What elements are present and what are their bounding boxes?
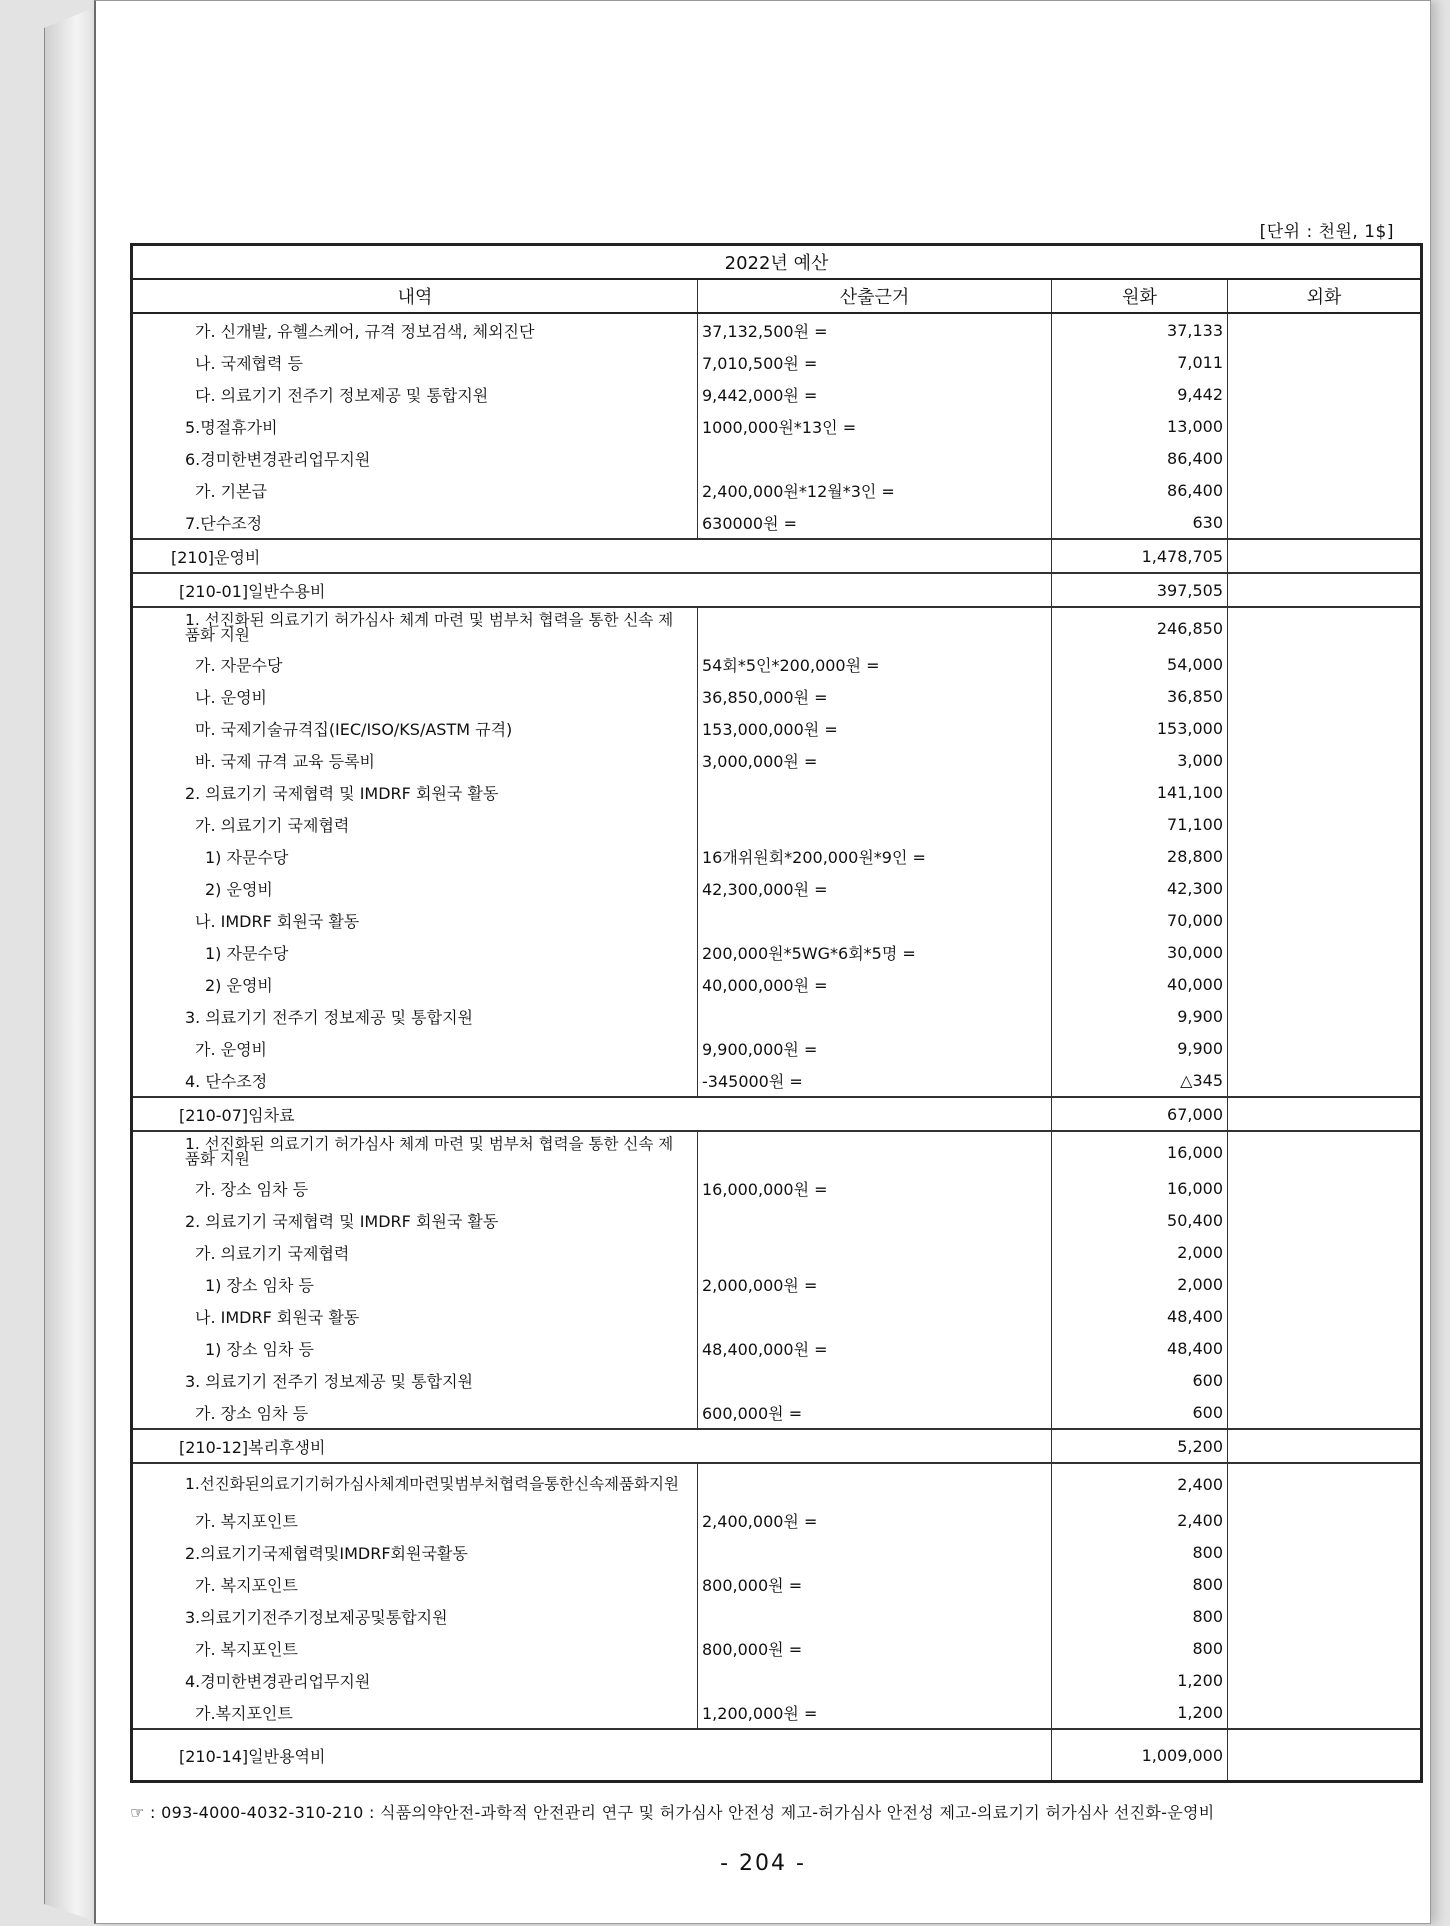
- row-basis: [698, 607, 1052, 648]
- row-fx-amount: [1228, 1364, 1422, 1396]
- table-row: [132, 1396, 1422, 1429]
- row-fx-amount: [1228, 1097, 1422, 1131]
- row-item: 가. 장소 임차 등: [132, 1396, 698, 1429]
- row-basis: 42,300,000원 =: [698, 872, 1052, 904]
- table-row: [132, 1568, 1422, 1600]
- row-basis: [698, 1664, 1052, 1696]
- row-item: 2. 의료기기 국제협력 및 IMDRF 회원국 활동: [132, 776, 698, 808]
- column-header-fx: 외화: [1228, 279, 1422, 313]
- row-item: 1. 선진화된 의료기기 허가심사 체계 마련 및 범부처 협력을 통한 신속 제품화 지원: [132, 607, 698, 648]
- row-item: 1.선진화된의료기기허가심사체계마련및범부처협력을통한신속제품화지원: [132, 1463, 698, 1504]
- table-row: [132, 1696, 1422, 1729]
- row-item: 1) 자문수당: [132, 936, 698, 968]
- unit-label: [단위 : 천원, 1$]: [1259, 222, 1394, 242]
- table-row: [132, 744, 1422, 776]
- row-krw-amount: 28,800: [1052, 840, 1228, 872]
- row-item: [210]운영비: [132, 539, 1052, 573]
- row-basis: 9,900,000원 =: [698, 1032, 1052, 1064]
- row-item: 가. 자문수당: [132, 648, 698, 680]
- header-row-year: [132, 245, 1422, 280]
- row-basis: 200,000원*5WG*6회*5명 =: [698, 936, 1052, 968]
- column-header-krw: 원화: [1052, 279, 1228, 313]
- table-row: [132, 936, 1422, 968]
- row-fx-amount: [1228, 936, 1422, 968]
- row-fx-amount: [1228, 410, 1422, 442]
- row-krw-amount: 86,400: [1052, 442, 1228, 474]
- table-row: [132, 1032, 1422, 1064]
- table-row: [132, 1000, 1422, 1032]
- row-krw-amount: 1,200: [1052, 1696, 1228, 1729]
- row-basis: 16개위원회*200,000원*9인 =: [698, 840, 1052, 872]
- row-krw-amount: 40,000: [1052, 968, 1228, 1000]
- row-basis: [698, 904, 1052, 936]
- table-row: [132, 904, 1422, 936]
- row-fx-amount: [1228, 378, 1422, 410]
- row-fx-amount: [1228, 1000, 1422, 1032]
- table-row: [132, 346, 1422, 378]
- row-basis: [698, 1236, 1052, 1268]
- row-krw-amount: 800: [1052, 1632, 1228, 1664]
- table-row: [132, 1172, 1422, 1204]
- row-basis: 54회*5인*200,000원 =: [698, 648, 1052, 680]
- column-header-basis: 산출근거: [698, 279, 1052, 313]
- table-row: [132, 1064, 1422, 1097]
- row-basis: 48,400,000원 =: [698, 1332, 1052, 1364]
- row-fx-amount: [1228, 1332, 1422, 1364]
- row-fx-amount: [1228, 1729, 1422, 1782]
- table-row: [132, 1429, 1422, 1463]
- year-header: 2022년 예산: [132, 245, 1422, 280]
- row-krw-amount: △345: [1052, 1064, 1228, 1097]
- row-item: 1. 선진화된 의료기기 허가심사 체계 마련 및 범부처 협력을 통한 신속 제품화 지원: [132, 1131, 698, 1172]
- row-item: 가.복지포인트: [132, 1696, 698, 1729]
- row-krw-amount: 37,133: [1052, 313, 1228, 346]
- row-item: 2) 운영비: [132, 872, 698, 904]
- row-krw-amount: 800: [1052, 1600, 1228, 1632]
- row-fx-amount: [1228, 539, 1422, 573]
- row-fx-amount: [1228, 648, 1422, 680]
- row-item: [210-07]임차료: [132, 1097, 1052, 1131]
- row-item: 가. 복지포인트: [132, 1568, 698, 1600]
- row-basis: 37,132,500원 =: [698, 313, 1052, 346]
- row-item: 가. 의료기기 국제협력: [132, 808, 698, 840]
- table-row: [132, 539, 1422, 573]
- row-item: 나. 국제협력 등: [132, 346, 698, 378]
- row-basis: [698, 442, 1052, 474]
- row-basis: 40,000,000원 =: [698, 968, 1052, 1000]
- table-row: [132, 1504, 1422, 1536]
- row-fx-amount: [1228, 1536, 1422, 1568]
- row-item: 나. 운영비: [132, 680, 698, 712]
- table-row: [132, 1463, 1422, 1504]
- table-row: [132, 1632, 1422, 1664]
- row-item: 4.경미한변경관리업무지원: [132, 1664, 698, 1696]
- page-number: - 204 -: [720, 1851, 806, 1876]
- row-basis: [698, 1463, 1052, 1504]
- row-basis: [698, 808, 1052, 840]
- table-row: [132, 1364, 1422, 1396]
- row-item: 2. 의료기기 국제협력 및 IMDRF 회원국 활동: [132, 1204, 698, 1236]
- row-item: 나. IMDRF 회원국 활동: [132, 1300, 698, 1332]
- row-krw-amount: 800: [1052, 1568, 1228, 1600]
- row-krw-amount: 397,505: [1052, 573, 1228, 607]
- row-fx-amount: [1228, 776, 1422, 808]
- table-row: [132, 968, 1422, 1000]
- row-fx-amount: [1228, 1600, 1422, 1632]
- row-krw-amount: 246,850: [1052, 607, 1228, 648]
- row-krw-amount: 1,009,000: [1052, 1729, 1228, 1782]
- row-krw-amount: 153,000: [1052, 712, 1228, 744]
- table-row: [132, 1729, 1422, 1782]
- row-basis: 16,000,000원 =: [698, 1172, 1052, 1204]
- table-row: [132, 808, 1422, 840]
- row-item: 가. 신개발, 유헬스케어, 규격 정보검색, 체외진단: [132, 313, 698, 346]
- row-basis: -345000원 =: [698, 1064, 1052, 1097]
- row-fx-amount: [1228, 607, 1422, 648]
- row-krw-amount: 36,850: [1052, 680, 1228, 712]
- row-krw-amount: 71,100: [1052, 808, 1228, 840]
- row-basis: 2,000,000원 =: [698, 1268, 1052, 1300]
- row-krw-amount: 48,400: [1052, 1332, 1228, 1364]
- row-krw-amount: 9,900: [1052, 1000, 1228, 1032]
- row-fx-amount: [1228, 506, 1422, 539]
- row-item: 4. 단수조정: [132, 1064, 698, 1097]
- row-fx-amount: [1228, 1300, 1422, 1332]
- row-fx-amount: [1228, 680, 1422, 712]
- row-basis: 800,000원 =: [698, 1568, 1052, 1600]
- row-fx-amount: [1228, 1172, 1422, 1204]
- row-item: 나. IMDRF 회원국 활동: [132, 904, 698, 936]
- row-basis: [698, 1364, 1052, 1396]
- row-krw-amount: 9,900: [1052, 1032, 1228, 1064]
- row-krw-amount: 16,000: [1052, 1172, 1228, 1204]
- table-row: [132, 872, 1422, 904]
- budget-table: [130, 243, 1423, 1783]
- row-basis: 600,000원 =: [698, 1396, 1052, 1429]
- table-row: [132, 1536, 1422, 1568]
- table-row: [132, 1664, 1422, 1696]
- row-krw-amount: 50,400: [1052, 1204, 1228, 1236]
- row-krw-amount: 70,000: [1052, 904, 1228, 936]
- row-fx-amount: [1228, 744, 1422, 776]
- row-fx-amount: [1228, 1664, 1422, 1696]
- row-item: 1) 자문수당: [132, 840, 698, 872]
- table-row: [132, 313, 1422, 346]
- table-row: [132, 712, 1422, 744]
- row-fx-amount: [1228, 474, 1422, 506]
- row-krw-amount: 1,478,705: [1052, 539, 1228, 573]
- row-fx-amount: [1228, 1064, 1422, 1097]
- row-krw-amount: 42,300: [1052, 872, 1228, 904]
- row-fx-amount: [1228, 1131, 1422, 1172]
- row-fx-amount: [1228, 1429, 1422, 1463]
- row-item: [210-12]복리후생비: [132, 1429, 1052, 1463]
- row-fx-amount: [1228, 1236, 1422, 1268]
- row-item: 가. 복지포인트: [132, 1632, 698, 1664]
- row-basis: 3,000,000원 =: [698, 744, 1052, 776]
- row-krw-amount: 86,400: [1052, 474, 1228, 506]
- row-fx-amount: [1228, 313, 1422, 346]
- row-fx-amount: [1228, 1396, 1422, 1429]
- row-fx-amount: [1228, 904, 1422, 936]
- row-fx-amount: [1228, 1632, 1422, 1664]
- table-row: [132, 1097, 1422, 1131]
- row-basis: [698, 1300, 1052, 1332]
- row-krw-amount: 141,100: [1052, 776, 1228, 808]
- table-row: [132, 840, 1422, 872]
- header-row-columns: [132, 279, 1422, 313]
- row-item: [210-01]일반수용비: [132, 573, 1052, 607]
- row-fx-amount: [1228, 346, 1422, 378]
- table-row: [132, 442, 1422, 474]
- row-krw-amount: 48,400: [1052, 1300, 1228, 1332]
- table-row: [132, 573, 1422, 607]
- page-fold-edge: [44, 6, 98, 1922]
- table-row: [132, 680, 1422, 712]
- table-row: [132, 776, 1422, 808]
- row-fx-amount: [1228, 1204, 1422, 1236]
- row-basis: 1,200,000원 =: [698, 1696, 1052, 1729]
- row-krw-amount: 800: [1052, 1536, 1228, 1568]
- row-krw-amount: 67,000: [1052, 1097, 1228, 1131]
- row-fx-amount: [1228, 1268, 1422, 1300]
- row-item: 다. 의료기기 전주기 정보제공 및 통합지원: [132, 378, 698, 410]
- table-row: [132, 1204, 1422, 1236]
- row-krw-amount: 600: [1052, 1364, 1228, 1396]
- table-row: [132, 378, 1422, 410]
- row-item: 5.명절휴가비: [132, 410, 698, 442]
- column-header-item: 내역: [132, 279, 698, 313]
- row-krw-amount: 2,400: [1052, 1504, 1228, 1536]
- row-fx-amount: [1228, 1032, 1422, 1064]
- table-row: [132, 506, 1422, 539]
- row-item: 가. 장소 임차 등: [132, 1172, 698, 1204]
- row-item: 2.의료기기국제협력및IMDRF회원국활동: [132, 1536, 698, 1568]
- row-basis: [698, 1204, 1052, 1236]
- row-krw-amount: 600: [1052, 1396, 1228, 1429]
- row-krw-amount: 16,000: [1052, 1131, 1228, 1172]
- table-row: [132, 1600, 1422, 1632]
- row-fx-amount: [1228, 1463, 1422, 1504]
- row-basis: [698, 1000, 1052, 1032]
- row-basis: [698, 776, 1052, 808]
- row-basis: [698, 1600, 1052, 1632]
- row-fx-amount: [1228, 968, 1422, 1000]
- table-row: [132, 648, 1422, 680]
- row-item: 2) 운영비: [132, 968, 698, 1000]
- row-item: 6.경미한변경관리업무지원: [132, 442, 698, 474]
- row-item: 가. 기본급: [132, 474, 698, 506]
- row-item: 1) 장소 임차 등: [132, 1268, 698, 1300]
- row-basis: 800,000원 =: [698, 1632, 1052, 1664]
- row-fx-amount: [1228, 712, 1422, 744]
- row-item: 7.단수조정: [132, 506, 698, 539]
- table-row: [132, 1300, 1422, 1332]
- row-basis: 7,010,500원 =: [698, 346, 1052, 378]
- row-fx-amount: [1228, 872, 1422, 904]
- row-basis: [698, 1536, 1052, 1568]
- table-body: [132, 313, 1422, 1782]
- row-item: 마. 국제기술규격집(IEC/ISO/KS/ASTM 규격): [132, 712, 698, 744]
- row-fx-amount: [1228, 1504, 1422, 1536]
- row-item: [210-14]일반용역비: [132, 1729, 1052, 1782]
- row-basis: 2,400,000원*12월*3인 =: [698, 474, 1052, 506]
- row-item: 1) 장소 임차 등: [132, 1332, 698, 1364]
- row-krw-amount: 5,200: [1052, 1429, 1228, 1463]
- row-basis: [698, 1131, 1052, 1172]
- row-fx-amount: [1228, 808, 1422, 840]
- row-basis: 153,000,000원 =: [698, 712, 1052, 744]
- row-item: 3. 의료기기 전주기 정보제공 및 통합지원: [132, 1000, 698, 1032]
- row-krw-amount: 9,442: [1052, 378, 1228, 410]
- table-row: [132, 1268, 1422, 1300]
- row-krw-amount: 2,000: [1052, 1236, 1228, 1268]
- row-basis: 36,850,000원 =: [698, 680, 1052, 712]
- row-item: 가. 의료기기 국제협력: [132, 1236, 698, 1268]
- row-krw-amount: 3,000: [1052, 744, 1228, 776]
- row-krw-amount: 30,000: [1052, 936, 1228, 968]
- table-row: [132, 1236, 1422, 1268]
- row-krw-amount: 1,200: [1052, 1664, 1228, 1696]
- table-row: [132, 474, 1422, 506]
- row-basis: 2,400,000원 =: [698, 1504, 1052, 1536]
- footer-note: ☞ : 093-4000-4032-310-210 : 식품의약안전-과학적 안전관리 연구 및 허가심사 안전성 제고-허가심사 안전성 제고-의료기기 허가심사 선진화-운영비: [130, 1803, 1215, 1822]
- row-basis: 9,442,000원 =: [698, 378, 1052, 410]
- table-row: [132, 410, 1422, 442]
- row-item: 3.의료기기전주기정보제공및통합지원: [132, 1600, 698, 1632]
- row-krw-amount: 2,400: [1052, 1463, 1228, 1504]
- row-krw-amount: 630: [1052, 506, 1228, 539]
- document-page: [94, 0, 1431, 1924]
- table-row: [132, 1332, 1422, 1364]
- row-fx-amount: [1228, 1568, 1422, 1600]
- table-row: [132, 607, 1422, 648]
- row-basis: 1000,000원*13인 =: [698, 410, 1052, 442]
- row-item: 3. 의료기기 전주기 정보제공 및 통합지원: [132, 1364, 698, 1396]
- row-fx-amount: [1228, 442, 1422, 474]
- row-fx-amount: [1228, 573, 1422, 607]
- table-row: [132, 1131, 1422, 1172]
- row-fx-amount: [1228, 1696, 1422, 1729]
- row-item: 가. 복지포인트: [132, 1504, 698, 1536]
- row-krw-amount: 2,000: [1052, 1268, 1228, 1300]
- row-krw-amount: 7,011: [1052, 346, 1228, 378]
- row-fx-amount: [1228, 840, 1422, 872]
- row-item: 가. 운영비: [132, 1032, 698, 1064]
- row-krw-amount: 13,000: [1052, 410, 1228, 442]
- row-basis: 630000원 =: [698, 506, 1052, 539]
- row-krw-amount: 54,000: [1052, 648, 1228, 680]
- row-item: 바. 국제 규격 교육 등록비: [132, 744, 698, 776]
